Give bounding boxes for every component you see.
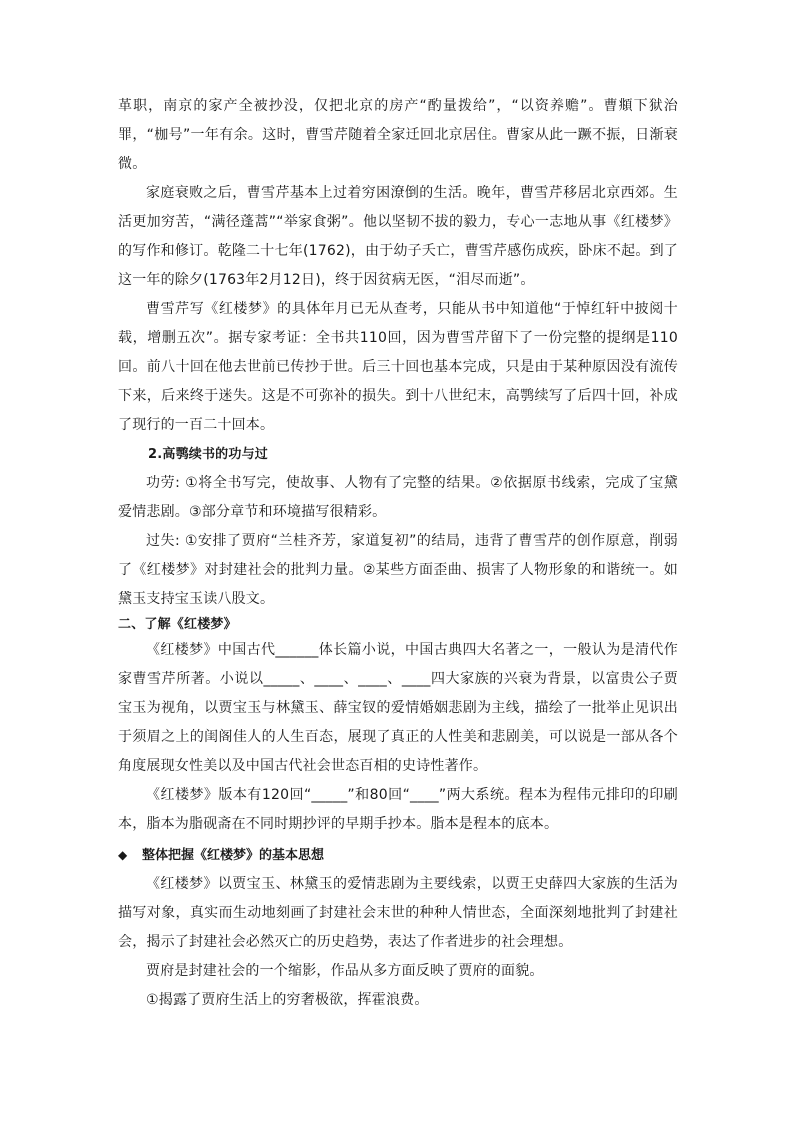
paragraph-family-confiscation: 革职，南京的家产全被抄没，仅把北京的房产“酌量拨给”，“以资养赡”。曹頫下狱治罪，“枷号”一年有余。这时，曹雪芹随着全家迁回北京居住。曹家从此一蹶不振，日渐衰微。 bbox=[118, 98, 678, 172]
document-body bbox=[118, 92, 678, 1015]
paragraph-writing-history: 曹雪芹写《红楼梦》的具体年月已无从查考，只能从书中知道他“于悼红轩中披阅十载，增删五次”。据专家考证：全书共110回，因为曹雪芹留下了一份完整的提纲是110回。前八十回在他去世前已传抄于世。后三十回也基本完成，只是由于某种原因没有流传下来，后来终于迷失。这是不可弥补的损失。到十八世纪末，高鹗续写了后四十回，补成了现行的一百二十回本。 bbox=[118, 301, 678, 433]
paragraph-novel-intro: 《红楼梦》中国古代______体长篇小说，中国古典四大名著之一，一般认为是清代作家曹雪芹所著。小说以_____、____、____、____四大家族的兴衰为背景，以富贵公子贾宝玉为视角，以贾宝玉与林黛玉、薛宝钗的爱情婚姻悲剧为主线，描绘了一批举止见识出于须眉之上的闺阁佳人的人生百态，展现了真正的人性美和悲剧美，可以说是一部从各个角度展现女性美以及中国古代社会世态百相的史诗性著作。 bbox=[118, 642, 678, 774]
paragraph-faults: 过失: ①安排了贾府“兰桂齐芳，家道复初”的结局，违背了曹雪芹的创作原意，削弱了《红楼梦》对封建社会的批判力量。②某些方面歪曲、损害了人物形象的和谐统一。如黛玉支持宝玉读八股文。 bbox=[118, 533, 678, 607]
paragraph-jia-mansion: 贾府是封建社会的一个缩影，作品从多方面反映了贾府的面貌。 bbox=[146, 963, 544, 979]
section-heading-understand: 二、了解《红楼梦》 bbox=[118, 617, 237, 632]
diamond-bullet-icon: ◆ bbox=[118, 848, 128, 862]
paragraph-main-theme: 《红楼梦》以贾宝玉、林黛玉的爱情悲剧为主要线索，以贾王史薛四大家族的生活为描写对象，真实而生动地刻画了封建社会末世的种种人情世态，全面深刻地批判了封建社会，揭示了封建社会必然灭亡的历史趋势，表达了作者进步的社会理想。 bbox=[118, 876, 678, 950]
sub-heading-gao-e: 2.高鹗续书的功与过 bbox=[148, 447, 268, 462]
paragraph-versions: 《红楼梦》版本有120回“_____”和80回“____”两大系统。程本为程伟元排印的印刷本，脂本为脂砚斋在不同时期抄评的早期手抄本。脂本是程本的底本。 bbox=[118, 787, 678, 832]
paragraph-merits: 功劳: ①将全书写完，使故事、人物有了完整的结果。②依据原书线索，完成了宝黛爱情悲剧。③部分章节和环境描写很精彩。 bbox=[118, 475, 678, 520]
paragraph-later-life: 家庭衰败之后，曹雪芹基本上过着穷困潦倒的生活。晚年，曹雪芹移居北京西郊。生活更加穷苦，“满径蓬蒿”“举家食粥”。他以坚韧不拔的毅力，专心一志地从事《红楼梦》的写作和修订。乾隆二十七年(1762)，由于幼子夭亡，曹雪芹感伤成疾，卧床不起。到了这一年的除夕(1763年2月12日)，终于因贫病无医，“泪尽而逝”。 bbox=[118, 185, 678, 288]
section-heading-basic-ideas bbox=[118, 841, 678, 870]
paragraph-point-one: ①揭露了贾府生活上的穷奢极欲，挥霍浪费。 bbox=[146, 992, 429, 1008]
section-heading-basic-ideas-text: 整体把握《红楼梦》的基本思想 bbox=[142, 848, 325, 863]
